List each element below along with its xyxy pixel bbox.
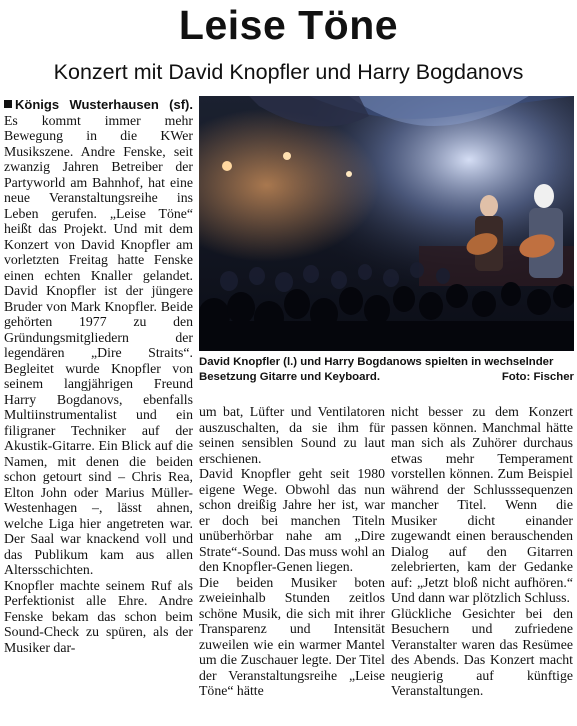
concert-photo (199, 96, 574, 351)
article-paragraph: David Knopfler geht seit 1980 eigene Wege. Obwohl das nun schon dreißig Jahre her ist, war er doch bei manchen Titeln unüberhörbar nahe am „Dire Strate“-Sound. Das muss wohl an den Knopfler-Genen liegen. (199, 466, 385, 574)
dateline: Königs Wusterhausen (sf). (15, 97, 193, 112)
article-lead-text: Es kommt immer mehr Bewegung in die KWer Musikszene. Andre Fenske, seit zwanzig Jahren Betreiber der Partyworld am Bahnhof, hat eine neue Veranstaltungsreihe ins Leben gerufen. „Leise Töne“ heißt das Projekt. Und mit dem Konzert von David Knopfler am vorletzten Freitag hatte Fenske einen echten Knaller gelandet. David Knopfler ist der jüngere Bruder von Mark Knopfler. Beide gehörten 1977 zu den Gründungsmitgliedern der legendären „Dire Straits“. Begleitet wurde Knopfler von seinem langjährigen Freund Harry Bogdanovs, ebenfalls Multiinstrumentalist und ein filigraner Techniker auf der Akustik-Gitarre. Ein Blick auf die Namen, mit denen die beiden schon getourt sind – Chris Rea, Elton John oder Marius Müller-Westenhagen –, lässt ahnen, welche Liga hier angetreten war. Der Saal war knackend voll und das Publikum kam aus allen Altersschichten. (4, 112, 193, 577)
headline: Leise Töne (178, 2, 399, 48)
photo-credit: Foto: Fischer (501, 371, 574, 383)
article-paragraph (4, 97, 193, 578)
article-column-1 (4, 97, 193, 655)
caption-line: Besetzung Gitarre und Keyboard. (199, 371, 381, 383)
subheadline: Konzert mit David Knopfler und Harry Bogdanovs (53, 60, 524, 84)
article-paragraph: nicht besser zu dem Konzert passen können. Manchmal hätte man sich als Zuhörer durchaus etwas mehr Temperament vorstellen können. Zum Beispiel während der Schlusssequenzen mancher Titel. Wenn die Musiker dicht einander zugewandt einen berauschenden Dialog auf den Gitarren zelebrierten, kam der Gedanke auf: „Jetzt bloß nicht aufhören.“ Und dann war plötzlich Schluss. (391, 404, 573, 605)
article-paragraph: Die beiden Musiker boten zweieinhalb Stunden zeitlos schöne Musik, die sich mit ihrer Transparenz und Intensität zuweilen wie ein warmer Mantel um die Zuschauer legte. Der Titel der Veranstaltungsreihe „Leise Töne“ hätte (199, 574, 385, 698)
bullet-square-icon (4, 100, 12, 108)
concert-photo-illustration (199, 96, 574, 351)
caption-line: David Knopfler (l.) und Harry Bogdanows spielten in wechselnder (199, 356, 554, 368)
article-column-2 (199, 404, 385, 699)
article-paragraph: Glückliche Gesichter bei den Besuchern und zufriedene Veranstalter waren das Resümee des Abends. Das Konzert macht neugierig auf künftige Veranstaltungen. (391, 605, 573, 698)
article-column-3 (391, 404, 573, 699)
photo-caption (199, 355, 574, 385)
article-paragraph: um bat, Lüfter und Ventilatoren auszuschalten, da sie ihm für seinen sensiblen Sound zu laut erschienen. (199, 404, 385, 466)
article-paragraph: Knopfler machte seinem Ruf als Perfektionist alle Ehre. Andre Fenske bekam das schon beim Sound-Check zu spüren, als der Musiker dar- (4, 577, 193, 655)
